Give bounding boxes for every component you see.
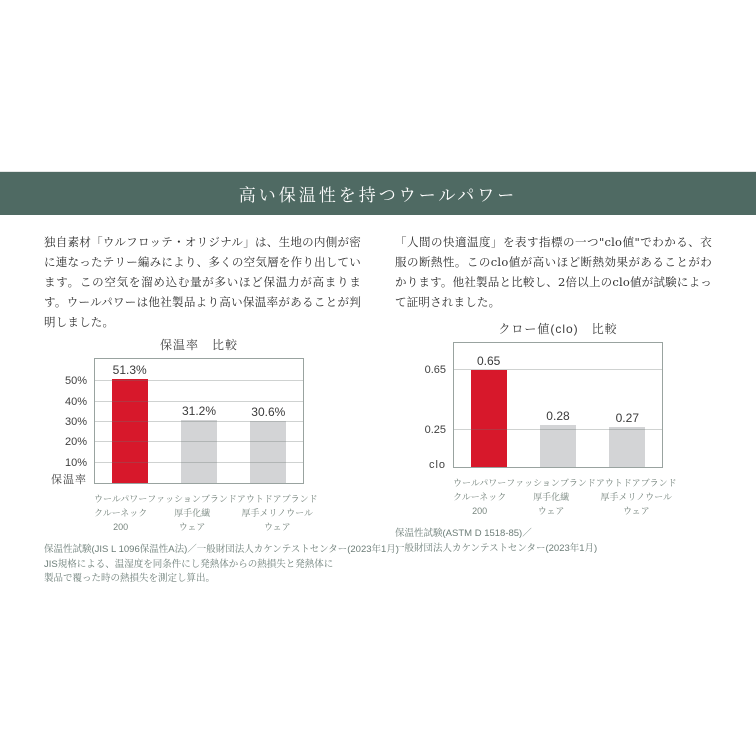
x-axis-categories bbox=[453, 476, 677, 518]
bar bbox=[540, 425, 576, 467]
column-insulation-rate bbox=[44, 232, 399, 587]
clo-paragraph: 「人間の快適温度」を表す指標の一つ"clo値"でわかる、衣服の断熱性。このclo値が高いほど断熱効果があることがわかります。他社製品と比較し、2倍以上のclo値が試験によって証明されました。 bbox=[395, 235, 712, 309]
y-tick-label: 40% bbox=[64, 395, 87, 408]
y-axis-unit-label: 保温率 bbox=[51, 474, 87, 486]
chart-title: クロー値(clo) 比較 bbox=[498, 322, 618, 336]
category-label bbox=[147, 492, 237, 534]
category-label bbox=[453, 476, 506, 518]
category-label-line: 200 bbox=[472, 506, 488, 516]
y-tick-label: 30% bbox=[64, 416, 87, 429]
footnote-line: 保温性試験(JIS L 1096保温性A法)／一般財団法人カケンテストセンター(2023年1月) bbox=[44, 544, 399, 555]
gridline bbox=[454, 429, 662, 430]
category-label bbox=[506, 476, 596, 518]
footnote-line: 製品で覆った時の熱損失を測定し算出。 bbox=[44, 573, 216, 584]
insulation-footnote bbox=[44, 543, 399, 587]
gridline bbox=[95, 401, 303, 402]
bar-value-label: 0.28 bbox=[546, 409, 570, 424]
column-clo-value bbox=[395, 232, 712, 587]
gridline bbox=[454, 369, 662, 370]
gridline bbox=[95, 421, 303, 422]
footnote-line: JIS規格による、温湿度を同条件にし発熱体からの熱損失と発熱体に bbox=[44, 558, 334, 570]
bar-column bbox=[593, 343, 662, 467]
bar-value-label: 30.6% bbox=[251, 404, 286, 419]
gridline bbox=[95, 462, 303, 463]
y-tick-label: 20% bbox=[64, 436, 87, 449]
gridline bbox=[95, 380, 303, 381]
y-tick-label: 10% bbox=[64, 456, 87, 469]
content-columns bbox=[44, 232, 712, 587]
y-tick-label: 50% bbox=[64, 375, 87, 388]
footnote-line: 一般財団法人カケンテストセンター(2023年1月) bbox=[395, 542, 598, 554]
bars-container bbox=[454, 343, 662, 467]
bar-value-label: 0.27 bbox=[615, 410, 639, 425]
plot-area bbox=[453, 342, 663, 468]
gridline bbox=[95, 441, 303, 442]
y-axis bbox=[405, 342, 453, 471]
category-label-line: アウトドアブランド bbox=[595, 478, 677, 488]
x-axis-categories bbox=[94, 492, 318, 534]
bar-column bbox=[454, 343, 523, 467]
bar-value-label: 0.65 bbox=[476, 353, 501, 368]
bar bbox=[181, 420, 217, 483]
clo-value-chart bbox=[405, 322, 712, 518]
category-label-line: クルーネック bbox=[453, 492, 507, 502]
bar-value-label: 51.3% bbox=[112, 362, 147, 377]
y-tick-label: 0.25 bbox=[424, 423, 446, 436]
section-title: 高い保温性を持つウールパワー bbox=[238, 186, 518, 206]
plot-area bbox=[94, 358, 304, 484]
category-label-line: ファッションブランド bbox=[147, 494, 237, 504]
insulation-paragraph: 独自素材「ウルフロッテ・オリジナル」は、生地の内側が密に連なったテリー編みにより、多くの空気層を作り出しています。この空気を溜め込む量が多いほど保温力が高まります。ウールパワーは他社製品より高い保温率があることが判明しました。 bbox=[44, 235, 361, 329]
category-label-line: 厚手化繊 bbox=[533, 492, 570, 502]
category-label bbox=[596, 476, 677, 518]
category-label-line: 厚手メリノウール bbox=[600, 492, 673, 502]
y-axis bbox=[46, 358, 94, 486]
footnote-line: 保温性試験(ASTM D 1518-85)／ bbox=[395, 528, 532, 539]
bar-value-label: 31.2% bbox=[181, 403, 216, 418]
category-label-line: 厚手化繊 bbox=[174, 508, 211, 518]
category-label-line: ファッションブランド bbox=[506, 478, 596, 488]
category-label bbox=[237, 492, 318, 534]
category-label-line: クルーネック bbox=[94, 508, 148, 518]
bar bbox=[112, 379, 148, 483]
clo-footnote bbox=[395, 527, 712, 556]
bar-column bbox=[523, 343, 592, 467]
category-label-line: ウェア bbox=[178, 522, 206, 532]
category-label-line: ウェア bbox=[537, 506, 565, 516]
bar bbox=[250, 421, 286, 483]
category-label-line: ウールパワー bbox=[453, 478, 507, 488]
category-label-line: 200 bbox=[113, 522, 129, 532]
insulation-rate-chart bbox=[46, 338, 361, 534]
bar bbox=[609, 427, 645, 467]
category-label-line: ウェア bbox=[263, 522, 291, 532]
category-label-line: ウェア bbox=[622, 506, 650, 516]
category-label bbox=[94, 492, 147, 534]
chart-title: 保温率 比較 bbox=[159, 338, 238, 352]
category-label-line: アウトドアブランド bbox=[236, 494, 318, 504]
category-label-line: 厚手メリノウール bbox=[241, 508, 314, 518]
category-label-line: ウールパワー bbox=[94, 494, 148, 504]
y-tick-label: 0.65 bbox=[424, 363, 446, 376]
bar bbox=[471, 370, 507, 467]
section-banner bbox=[0, 171, 756, 215]
y-axis-unit-label: clo bbox=[428, 459, 446, 471]
